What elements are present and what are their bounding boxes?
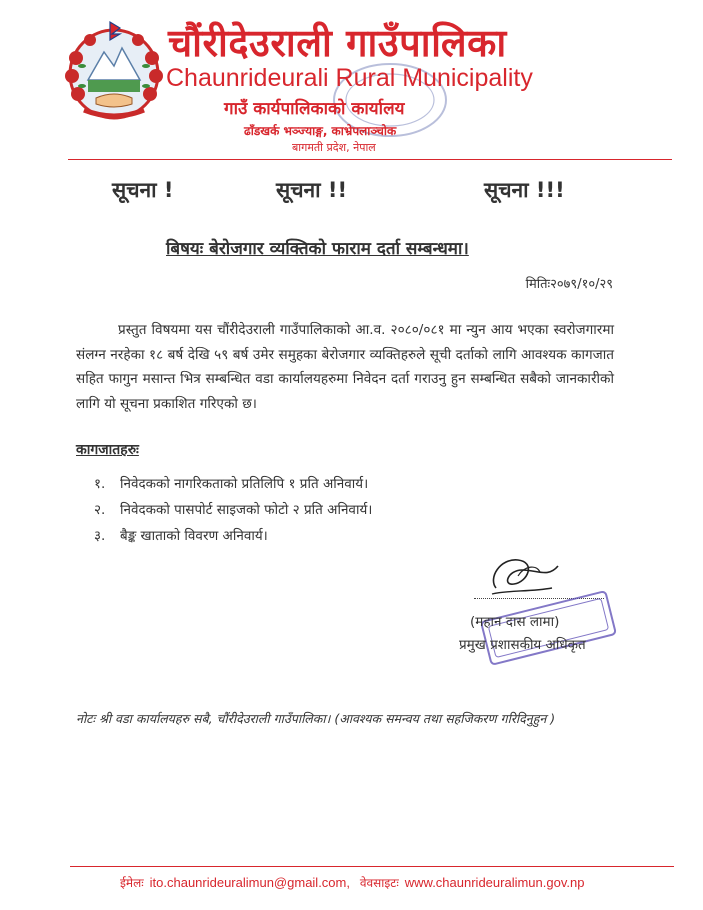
document-item: [94, 500, 372, 518]
body-paragraph: प्रस्तुत विषयमा यस चौंरीदेउराली गाउँपालिकाको आ.व. २०८०/०८१ मा न्युन आय भएका स्वरोजगारमा संलग्न नरहेका १८ बर्ष देखि ५९ बर्ष उमेर समुहका बेरोजगार व्यक्तिहरुले सूची दर्ताको लागि आवश्यक कागजात सहित फागुन मसान्त भित्र सम्बन्धित वडा कार्यालयहरुमा निवेदन दर्ता गराउनु हुन सम्बन्धित सबैको जानकारीको लागि यो सूचना प्रकाशित गरिएको छ।: [76, 322, 614, 412]
website-link: www.chaunrideuralimun.gov.np: [404, 875, 585, 890]
document-item-text: बैङ्क खाताको विवरण अनिवार्य।: [120, 528, 268, 544]
municipality-name-nepali: चौंरीदेउराली गाउँपालिका: [168, 21, 507, 65]
nepal-emblem-icon: [62, 18, 166, 122]
document-item-text: निवेदकको नागरिकताको प्रतिलिपि १ प्रति अनिवार्य।: [120, 476, 369, 492]
document-item-text: निवेदकको पासपोर्ट साइजको फोटो २ प्रति अनिवार्य।: [120, 502, 373, 518]
footer-contact: [120, 874, 584, 891]
documents-heading: कागजातहरुः: [76, 442, 139, 458]
subject-line: बिषयः बेरोजगार व्यक्तिको फाराम दर्ता सम्बन्धमा।: [166, 239, 469, 259]
notice-heading-3: सूचना !!!: [484, 178, 565, 202]
note-line: नोटः श्री वडा कार्यालयहरु सबै, चौंरीदेउराली गाउँपालिका। (आवश्यक समन्वय तथा सहजिकरण गरिदिनुहुन ): [76, 711, 556, 726]
address-line-2: बागमती प्रदेश, नेपाल: [292, 141, 376, 154]
document-item: [94, 526, 268, 544]
header-divider: [68, 159, 672, 160]
document-item-number: २.: [94, 502, 106, 518]
email-address: ito.chaunrideuralimun@gmail.com,: [149, 875, 350, 890]
signatory-name: (महान दास लामा): [470, 614, 560, 630]
footer-divider: [70, 866, 674, 867]
document-item-number: ३.: [94, 528, 106, 544]
office-name: गाउँ कार्यपालिकाको कार्यालय: [224, 99, 405, 119]
notice-heading-2: सूचना !!: [276, 178, 348, 202]
document-item: [94, 474, 368, 492]
notice-heading-1: सूचना !: [112, 178, 174, 202]
municipality-name-english: Chaunrideurali Rural Municipality: [166, 64, 533, 92]
address-line-1: ढाँडखर्क भञ्ज्याङ्ग, काभ्रेपलाञ्चोक: [244, 124, 397, 138]
date: मितिः२०७९/१०/२९: [525, 277, 613, 292]
website-label: वेवसाइटः: [359, 876, 399, 890]
document-item-number: १.: [94, 476, 106, 492]
signatory-title: प्रमुख प्रशासकीय अधिकृत: [459, 637, 586, 653]
email-label: ईमेलः: [120, 876, 144, 890]
